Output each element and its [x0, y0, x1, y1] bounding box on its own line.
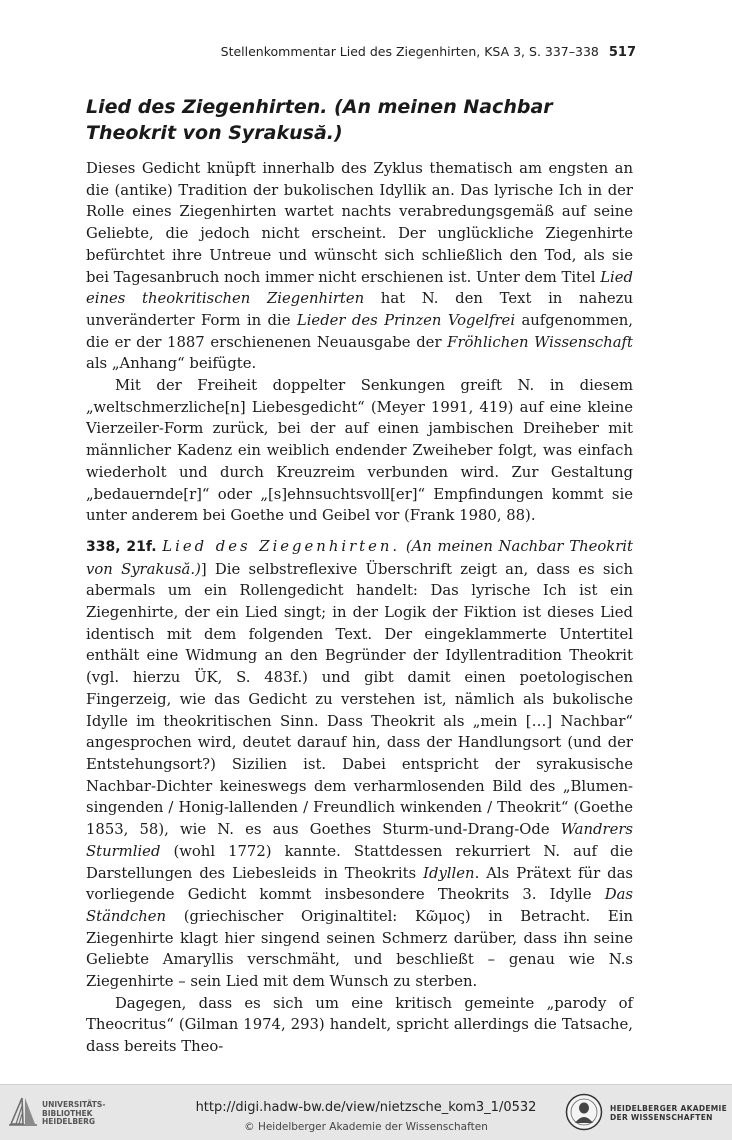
work-title: Lieder des Prinzen Vogelfrei [296, 311, 516, 329]
running-title: Stellenkommentar Lied des Ziegenhirten, KSA 3, S. 337–338 [220, 44, 599, 59]
paragraph-2: Mit der Freiheit doppelter Senkungen greift N. in diesem „weltschmerzliche[n] Liebesgedicht“ (Meyer 1991, 419) auf eine kleine Vierzeiler-Form zurück, bei der auf einen jambischen Dreiheber mit männlicher Kadenz ein weiblich endender Zweiheber folgt, was einfach wiederholt und durch Kreuzreim verbunden wird. Zur Gestaltung „bedauernde[r]“ oder „[s]ehnsuchtsvoll[er]“ Empfindungen kommt sie unter anderem bei Goethe und Geibel vor (Frank 1980, 88). [86, 377, 633, 525]
academy-seal-icon[interactable] [565, 1093, 603, 1131]
lemma: Lied des Ziegenhirten. [162, 537, 401, 555]
page-number: 517 [608, 45, 636, 60]
paragraph-3: 338, 21f. Lied des Ziegenhirten. (An meinen Nachbar Theokrit von Syrakusă.)] Die selbstreflexive Überschrift zeigt an, dass es sich abermals um ein Rollengedicht handelt: Das lyrische Ich ist ein Ziegenhirte, der ein Lied singt; in der Logik der Fiktion ist dieses Lied identisch mit dem folgenden Text. Der eingeklammerte Untertitel enthält eine Widmung an den Begründer der Idyllentradition Theokrit (vgl. hierzu ÜK, S. 483f.) und gibt damit einen poetologischen Fingerzeig, wie das Gedicht zu verstehen ist, nämlich als bukolische Idylle im theokritischen Sinn. Dass Theokrit als „mein […] Nachbar“ angesprochen wird, deutet darauf hin, dass der Handlungsort (und der Entstehungsort?) Sizilien ist. Dabei entspricht der syrakusische Nachbar-Dichter keineswegs dem verharmlosenden Bild des „Blumen-singenden / Honig-lallenden / Freundlich winkenden / Theokrit“ (Goethe 1853, 58), wie N. es aus Goethes Sturm-und-Drang-Ode Wandrers Sturmlied (wohl 1772) kannte. Stattdessen rekurriert N. auf die Darstellungen des Liebesleids in Theokrits Idyllen. Als Prätext für das vorliegende Gedicht kommt insbesondere Theokrits 3. Idylle Das Ständchen (griechischer Originaltitel: Κῶμος) in Betracht. Ein Ziegenhirte klagt hier singend seinen Schmerz darüber, dass ihn seine Geliebte Amaryllis verschmäht, und beschließt – genau wie N.s Ziegenhirte – sein Lied mit dem Wunsch zu sterben. [86, 537, 634, 991]
running-head [90, 44, 636, 60]
work-title: Lied eines theokritischen Ziegenhirten [86, 268, 633, 308]
digitization-footer [0, 1084, 732, 1140]
section-title: Lied des Ziegenhirten. (An meinen Nachbar Theokrit von Syrakusă.) [86, 96, 553, 144]
permalink[interactable]: http://digi.hadw-bw.de/view/nietzsche_kom3_1/0532 [195, 1100, 537, 1115]
paragraph-1: Dieses Gedicht knüpft innerhalb des Zyklus thematisch am engsten an die (antike) Tradition der bukolischen Idyllik an. Das lyrische Ich in der Rolle eines Ziegenhirten wartet nachts verabredungsgemäß auf seine Geliebte, die jedoch nicht erscheint. Der unglückliche Ziegenhirte befürchtet ihre Untreue und wünscht sich schließlich den Tod, als sie bei Tagesanbruch noch immer nicht erschienen ist. Unter dem Titel Lied eines theokritischen Ziegenhirten hat N. den Text in nahezu unveränderter Form in die Lieder des Prinzen Vogelfrei aufgenommen, die er der 1887 erschienenen Neuausgabe der Fröhlichen Wissenschaft als „Anhang“ beifügte. [86, 160, 633, 373]
work-title: Fröhlichen Wissenschaft [447, 333, 633, 351]
work-title: Idyllen [423, 864, 475, 882]
work-title: Wandrers Sturmlied [86, 821, 633, 860]
university-library-name: UNIVERSITÄTS- BIBLIOTHEK HEIDELBERG [42, 1100, 106, 1126]
copyright-notice: © Heidelberger Akademie der Wissenschaften [244, 1121, 488, 1133]
lemma-reference: 338, 21f. [86, 538, 157, 555]
academy-name: HEIDELBERGER AKADEMIE DER WISSENSCHAFTEN [610, 1104, 728, 1122]
commentary-body [86, 158, 633, 1058]
work-title: Das Ständchen [86, 886, 633, 925]
paragraph-4: Dagegen, dass es sich um eine kritisch gemeinte „parody of Theocritus“ (Gilman 1974, 293) handelt, spricht allerdings die Tatsache, dass bereits Theo- [86, 994, 633, 1056]
lemma-rest: (An meinen Nachbar Theokrit von Syrakusă.) [86, 537, 633, 578]
